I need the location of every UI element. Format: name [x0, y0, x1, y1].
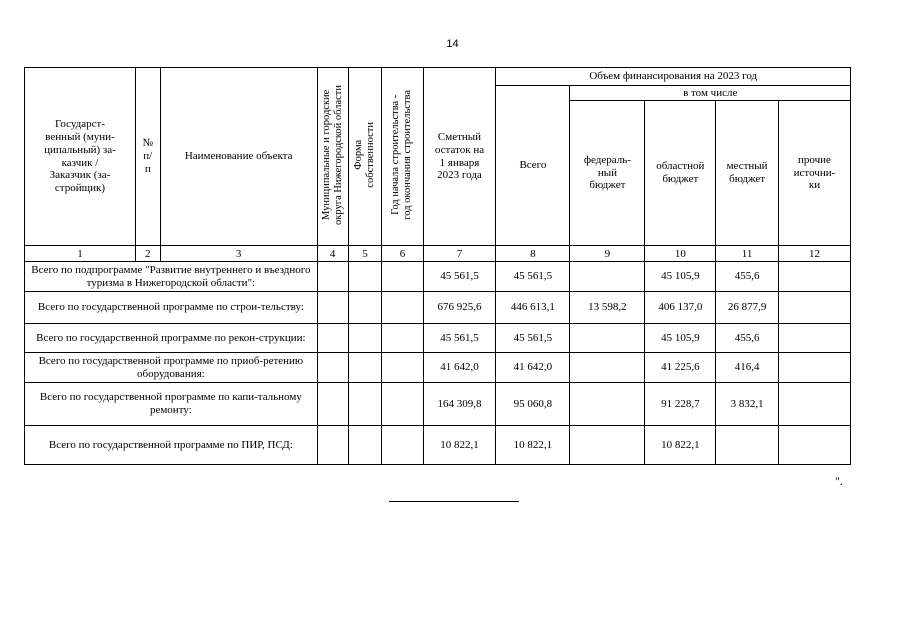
years-cell	[382, 383, 423, 426]
header-local-budget: местный бюджет	[716, 101, 779, 246]
regional-cell: 10 822,1	[645, 426, 716, 465]
ownership-cell	[348, 292, 382, 324]
column-number: 4	[317, 246, 348, 262]
table-row	[25, 353, 851, 383]
column-number: 5	[348, 246, 382, 262]
local-cell: 455,6	[716, 262, 779, 292]
header-ownership: Форма собственности	[348, 68, 382, 246]
municipality-cell	[317, 383, 348, 426]
table-row	[25, 324, 851, 353]
years-cell	[382, 262, 423, 292]
column-number: 3	[160, 246, 317, 262]
estimate-balance-cell: 10 822,1	[423, 426, 496, 465]
regional-cell: 41 225,6	[645, 353, 716, 383]
row-label: Всего по государственной программе по строи-тельству:	[25, 292, 318, 324]
regional-cell: 91 228,7	[645, 383, 716, 426]
header-regional-budget: областной бюджет	[645, 101, 716, 246]
table-row	[25, 292, 851, 324]
regional-cell: 45 105,9	[645, 324, 716, 353]
federal-cell	[570, 324, 645, 353]
row-label: Всего по государственной программе по ПИР, ПСД:	[25, 426, 318, 465]
years-cell	[382, 353, 423, 383]
total-cell: 45 561,5	[496, 324, 570, 353]
total-cell: 41 642,0	[496, 353, 570, 383]
ownership-cell	[348, 426, 382, 465]
federal-cell	[570, 353, 645, 383]
federal-cell	[570, 262, 645, 292]
header-other-sources: прочие источни- ки	[778, 101, 850, 246]
header-municipality: Муниципальные и городские округа Нижегородской области	[317, 68, 348, 246]
row-label: Всего по государственной программе по капи-тальному ремонту:	[25, 383, 318, 426]
column-number: 8	[496, 246, 570, 262]
local-cell: 3 832,1	[716, 383, 779, 426]
other-cell	[778, 324, 850, 353]
header-funding-group: Объем финансирования на 2023 год	[496, 68, 851, 86]
municipality-cell	[317, 292, 348, 324]
ownership-cell	[348, 383, 382, 426]
other-cell	[778, 426, 850, 465]
financing-table	[24, 67, 851, 465]
page-number: 14	[446, 38, 459, 50]
estimate-balance-cell: 45 561,5	[423, 262, 496, 292]
row-label: Всего по подпрограмме "Развитие внутреннего и въездного туризма в Нижегородской области":	[25, 262, 318, 292]
row-label: Всего по государственной программе по приоб-ретению оборудования:	[25, 353, 318, 383]
column-number: 12	[778, 246, 850, 262]
local-cell: 455,6	[716, 324, 779, 353]
column-number: 6	[382, 246, 423, 262]
local-cell	[716, 426, 779, 465]
column-number: 7	[423, 246, 496, 262]
column-number: 11	[716, 246, 779, 262]
regional-cell: 45 105,9	[645, 262, 716, 292]
row-label: Всего по государственной программе по рекон-струкции:	[25, 324, 318, 353]
estimate-balance-cell: 45 561,5	[423, 324, 496, 353]
estimate-balance-cell: 164 309,8	[423, 383, 496, 426]
header-estimate-balance: Сметный остаток на 1 января 2023 года	[423, 68, 496, 246]
header-including: в том числе	[570, 86, 851, 101]
header-total: Всего	[496, 86, 570, 246]
local-cell: 26 877,9	[716, 292, 779, 324]
header-construction-years: Год начала строительства - год окончания строительства	[382, 68, 423, 246]
other-cell	[778, 353, 850, 383]
table-row	[25, 383, 851, 426]
column-number: 1	[25, 246, 136, 262]
bottom-rule	[389, 501, 519, 502]
header-federal-budget: федераль- ный бюджет	[570, 101, 645, 246]
column-number: 2	[135, 246, 160, 262]
municipality-cell	[317, 426, 348, 465]
ownership-cell	[348, 262, 382, 292]
column-number: 10	[645, 246, 716, 262]
municipality-cell	[317, 353, 348, 383]
header-customer: Государст- венный (муни- ципальный) за- казчик / Заказчик (за- стройщик)	[25, 68, 136, 246]
other-cell	[778, 262, 850, 292]
federal-cell	[570, 383, 645, 426]
local-cell: 416,4	[716, 353, 779, 383]
federal-cell: 13 598,2	[570, 292, 645, 324]
municipality-cell	[317, 324, 348, 353]
total-cell: 45 561,5	[496, 262, 570, 292]
years-cell	[382, 292, 423, 324]
ownership-cell	[348, 324, 382, 353]
header-number: № п/ п	[135, 68, 160, 246]
years-cell	[382, 426, 423, 465]
closing-quote: ".	[835, 474, 843, 488]
header-object-name: Наименование объекта	[160, 68, 317, 246]
years-cell	[382, 324, 423, 353]
regional-cell: 406 137,0	[645, 292, 716, 324]
table-row	[25, 426, 851, 465]
estimate-balance-cell: 41 642,0	[423, 353, 496, 383]
column-number: 9	[570, 246, 645, 262]
total-cell: 10 822,1	[496, 426, 570, 465]
estimate-balance-cell: 676 925,6	[423, 292, 496, 324]
other-cell	[778, 383, 850, 426]
ownership-cell	[348, 353, 382, 383]
other-cell	[778, 292, 850, 324]
column-number-row	[25, 246, 851, 262]
table-row	[25, 262, 851, 292]
federal-cell	[570, 426, 645, 465]
total-cell: 95 060,8	[496, 383, 570, 426]
total-cell: 446 613,1	[496, 292, 570, 324]
municipality-cell	[317, 262, 348, 292]
